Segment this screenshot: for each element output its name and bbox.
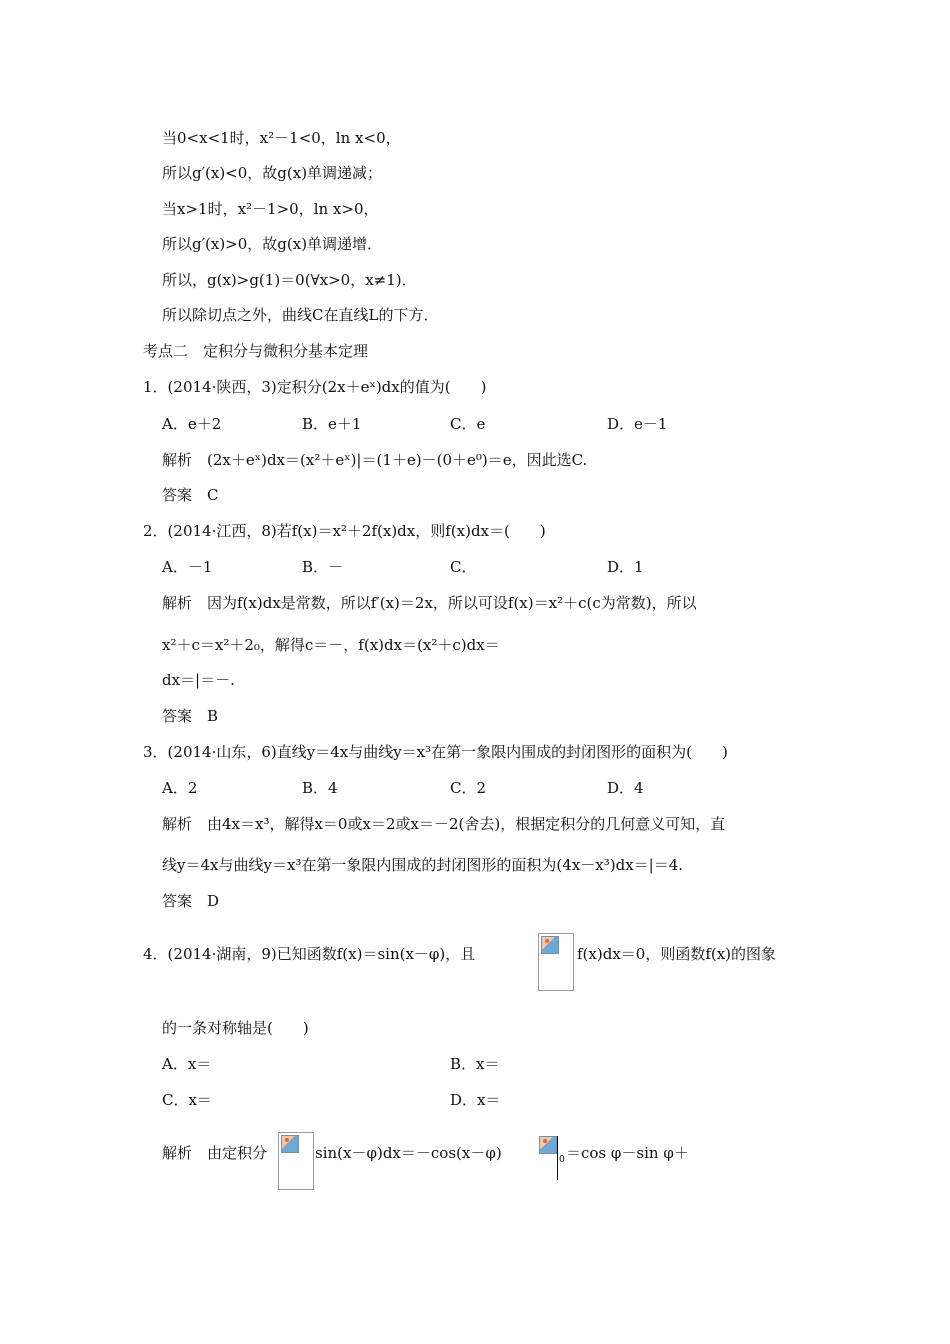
question-1-stem: 1．(2014·陕西，3)定积分(2x＋eˣ)dx的值为( ) (143, 378, 487, 396)
q2-option-a: A．－1 (162, 558, 213, 576)
q2-analysis-line-2: x²＋c＝x²＋2₀，解得c＝－，f(x)dx＝(x²＋c)dx＝ (162, 636, 500, 654)
q3-answer: 答案 D (162, 892, 220, 910)
q1-option-c: C．e (450, 415, 486, 433)
q4-lower-limit: 0 (559, 1155, 565, 1165)
q1-option-a: A．e＋2 (162, 415, 222, 433)
q2-option-c: C． (450, 558, 477, 576)
q3-option-a: A．2 (162, 779, 198, 797)
section-heading: 考点二 定积分与微积分基本定理 (143, 342, 369, 360)
broken-image-icon (541, 936, 559, 954)
question-4-stem-part-1: 4．(2014·湖南，9)已知函数f(x)＝sin(x－φ)，且 (143, 945, 476, 963)
q3-option-d: D．4 (607, 779, 644, 797)
broken-image-placeholder (538, 933, 574, 991)
q4-option-b: B．x＝ (450, 1055, 500, 1073)
proof-line-2: 所以g′(x)<0，故g(x)单调递减； (162, 164, 383, 182)
q2-analysis-line-1: 解析 因为f(x)dx是常数，所以f′(x)＝2x，所以可设f(x)＝x²＋c(c为常数)，所以 (162, 594, 697, 612)
proof-line-3: 当x>1时，x²－1>0，ln x>0， (162, 200, 379, 218)
proof-line-6: 所以除切点之外，曲线C在直线L的下方． (162, 306, 439, 324)
question-2-stem: 2．(2014·江西，8)若f(x)＝x²＋2f(x)dx，则f(x)dx＝( ) (143, 522, 546, 540)
question-3-stem: 3．(2014·山东，6)直线y＝4x与曲线y＝x³在第一象限内围成的封闭图形的面积为( ) (143, 743, 728, 761)
question-4-stem-part-3: 的一条对称轴是( ) (162, 1019, 309, 1037)
q2-answer: 答案 B (162, 707, 219, 725)
q3-analysis-line-2: 线y＝4x与曲线y＝x³在第一象限内围成的封闭图形的面积为(4x－x³)dx＝|＝4. (162, 856, 684, 874)
q4-analysis-part-1: 解析 由定积分 (162, 1144, 268, 1162)
q4-analysis-part-3: ＝cos φ－sin φ＋ (566, 1144, 689, 1162)
q3-option-b: B．4 (302, 779, 338, 797)
broken-image-icon (539, 1136, 557, 1154)
question-4-stem-part-2: f(x)dx＝0，则函数f(x)的图象 (577, 945, 777, 963)
q4-analysis-part-2: sin(x－φ)dx＝－cos(x－φ) (315, 1144, 502, 1162)
broken-image-placeholder (539, 1136, 557, 1180)
proof-line-5: 所以，g(x)>g(1)＝0(∀x>0，x≠1)． (162, 271, 417, 289)
broken-image-icon (281, 1135, 299, 1153)
q1-option-b: B．e＋1 (302, 415, 362, 433)
proof-line-4: 所以g′(x)>0，故g(x)单调递增． (162, 235, 383, 253)
q2-option-d: D．1 (607, 558, 644, 576)
q4-option-a: A．x＝ (162, 1055, 212, 1073)
q1-analysis: 解析 (2x＋eˣ)dx＝(x²＋eˣ)|＝(1＋e)－(0＋e⁰)＝e，因此选C. (162, 451, 588, 469)
q1-answer: 答案 C (162, 486, 219, 504)
evaluation-bar (557, 1136, 558, 1180)
proof-line-1: 当0<x<1时，x²－1<0，ln x<0， (162, 129, 401, 147)
broken-image-placeholder (278, 1132, 314, 1190)
q2-option-b: B．－ (302, 558, 344, 576)
q3-analysis-line-1: 解析 由4x＝x³，解得x＝0或x＝2或x＝－2(舍去)，根据定积分的几何意义可知，直 (162, 815, 726, 833)
q4-option-d: D．x＝ (450, 1091, 501, 1109)
q3-option-c: C．2 (450, 779, 487, 797)
q4-option-c: C．x＝ (162, 1091, 212, 1109)
q2-analysis-line-3: dx＝|＝－. (162, 671, 235, 689)
q1-option-d: D．e－1 (607, 415, 668, 433)
